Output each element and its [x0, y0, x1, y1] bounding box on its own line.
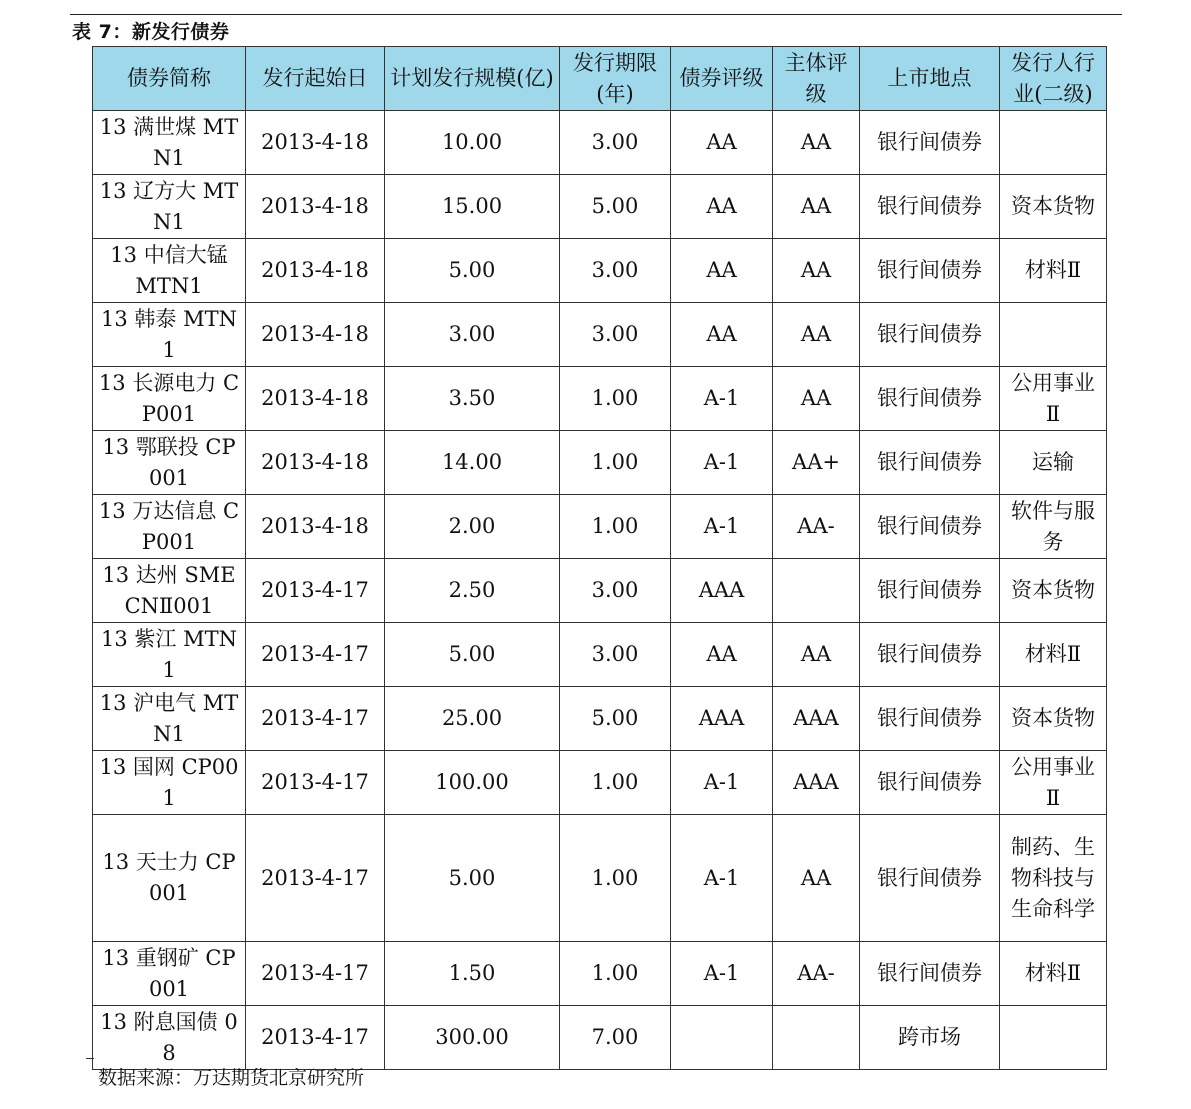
issue-date-cell: 2013-4-17 — [246, 687, 385, 751]
bond-name-cell: 13 附息国债 08 — [93, 1006, 246, 1070]
bond-rating-cell: AAA — [671, 687, 773, 751]
term-cell: 1.00 — [560, 495, 671, 559]
bond-rating-cell: AA — [671, 111, 773, 175]
term-cell: 3.00 — [560, 111, 671, 175]
bond-rating-cell — [671, 1006, 773, 1070]
issue-date-cell: 2013-4-18 — [246, 303, 385, 367]
header-term: 发行期限(年) — [560, 47, 671, 111]
issuer-industry-cell: 资本货物 — [1000, 687, 1107, 751]
term-cell: 3.00 — [560, 559, 671, 623]
header-bond-rating: 债券评级 — [671, 47, 773, 111]
issuer-industry-cell — [1000, 1006, 1107, 1070]
issue-date-cell: 2013-4-17 — [246, 1006, 385, 1070]
issuer-rating-cell: AAA — [773, 687, 860, 751]
listing-market-cell: 银行间债券 — [860, 559, 1000, 623]
listing-market-cell: 银行间债券 — [860, 111, 1000, 175]
issuer-industry-cell: 软件与服务 — [1000, 495, 1107, 559]
bond-rating-cell: AA — [671, 303, 773, 367]
issue-date-cell: 2013-4-18 — [246, 367, 385, 431]
table-row — [93, 495, 1107, 559]
table-row — [93, 1006, 1107, 1070]
header-planned-size: 计划发行规模(亿) — [385, 47, 560, 111]
listing-market-cell: 银行间债券 — [860, 239, 1000, 303]
issuer-industry-cell: 运输 — [1000, 431, 1107, 495]
bond-rating-cell: A-1 — [671, 431, 773, 495]
issuer-industry-cell — [1000, 303, 1107, 367]
planned-size-cell: 15.00 — [385, 175, 560, 239]
term-cell: 1.00 — [560, 367, 671, 431]
bond-rating-cell: A-1 — [671, 367, 773, 431]
issuer-rating-cell: AA — [773, 815, 860, 942]
issuer-industry-cell: 资本货物 — [1000, 559, 1107, 623]
table-row — [93, 367, 1107, 431]
listing-market-cell: 银行间债券 — [860, 815, 1000, 942]
term-cell: 1.00 — [560, 942, 671, 1006]
table-title: 表 7：新发行债券 — [72, 21, 230, 43]
planned-size-cell: 3.50 — [385, 367, 560, 431]
term-cell: 3.00 — [560, 623, 671, 687]
issuer-rating-cell: AA — [773, 367, 860, 431]
top-rule — [70, 14, 1122, 15]
planned-size-cell: 14.00 — [385, 431, 560, 495]
bond-rating-cell: A-1 — [671, 751, 773, 815]
planned-size-cell: 5.00 — [385, 623, 560, 687]
planned-size-cell: 10.00 — [385, 111, 560, 175]
issuer-industry-cell: 材料Ⅱ — [1000, 239, 1107, 303]
issuer-industry-cell: 公用事业Ⅱ — [1000, 751, 1107, 815]
issuer-rating-cell — [773, 559, 860, 623]
header-bond-name: 债券简称 — [93, 47, 246, 111]
issue-date-cell: 2013-4-17 — [246, 815, 385, 942]
bond-name-cell: 13 辽方大 MTN1 — [93, 175, 246, 239]
issuer-industry-cell — [1000, 111, 1107, 175]
bond-name-cell: 13 长源电力 CP001 — [93, 367, 246, 431]
bond-name-cell: 13 万达信息 CP001 — [93, 495, 246, 559]
listing-market-cell: 银行间债券 — [860, 687, 1000, 751]
listing-market-cell: 银行间债券 — [860, 623, 1000, 687]
issue-date-cell: 2013-4-17 — [246, 559, 385, 623]
bond-rating-cell: A-1 — [671, 942, 773, 1006]
table-row — [93, 431, 1107, 495]
issue-date-cell: 2013-4-18 — [246, 431, 385, 495]
bond-rating-cell: A-1 — [671, 815, 773, 942]
listing-market-cell: 跨市场 — [860, 1006, 1000, 1070]
issuer-rating-cell: AA+ — [773, 431, 860, 495]
table-row — [93, 559, 1107, 623]
planned-size-cell: 2.00 — [385, 495, 560, 559]
planned-size-cell: 5.00 — [385, 815, 560, 942]
bond-rating-cell: AA — [671, 175, 773, 239]
term-cell: 1.00 — [560, 431, 671, 495]
issuer-rating-cell: AA — [773, 175, 860, 239]
term-cell: 5.00 — [560, 175, 671, 239]
planned-size-cell: 2.50 — [385, 559, 560, 623]
header-row — [93, 47, 1107, 111]
issue-date-cell: 2013-4-18 — [246, 495, 385, 559]
table-row — [93, 239, 1107, 303]
planned-size-cell: 5.00 — [385, 239, 560, 303]
table-row — [93, 175, 1107, 239]
issue-date-cell: 2013-4-18 — [246, 175, 385, 239]
issuer-rating-cell: AA — [773, 239, 860, 303]
term-cell: 3.00 — [560, 303, 671, 367]
listing-market-cell: 银行间债券 — [860, 942, 1000, 1006]
planned-size-cell: 25.00 — [385, 687, 560, 751]
issue-date-cell: 2013-4-18 — [246, 239, 385, 303]
header-issuer-industry: 发行人行业(二级) — [1000, 47, 1107, 111]
bond-rating-cell: AA — [671, 239, 773, 303]
bond-name-cell: 13 重钢矿 CP001 — [93, 942, 246, 1006]
term-cell: 1.00 — [560, 815, 671, 942]
new-bonds-table — [92, 46, 1107, 1070]
table-row — [93, 623, 1107, 687]
planned-size-cell: 300.00 — [385, 1006, 560, 1070]
listing-market-cell: 银行间债券 — [860, 431, 1000, 495]
table-row — [93, 303, 1107, 367]
table-row — [93, 815, 1107, 942]
bond-name-cell: 13 沪电气 MTN1 — [93, 687, 246, 751]
issuer-industry-cell: 制药、生物科技与生命科学 — [1000, 815, 1107, 942]
term-cell: 7.00 — [560, 1006, 671, 1070]
bond-name-cell: 13 中信大锰 MTN1 — [93, 239, 246, 303]
issuer-industry-cell: 材料Ⅱ — [1000, 623, 1107, 687]
issue-date-cell: 2013-4-17 — [246, 623, 385, 687]
issuer-rating-cell: AAA — [773, 751, 860, 815]
bond-name-cell: 13 达州 SMECNⅡ001 — [93, 559, 246, 623]
term-cell: 3.00 — [560, 239, 671, 303]
issuer-rating-cell: AA — [773, 303, 860, 367]
planned-size-cell: 3.00 — [385, 303, 560, 367]
listing-market-cell: 银行间债券 — [860, 367, 1000, 431]
table-row — [93, 942, 1107, 1006]
header-listing-market: 上市地点 — [860, 47, 1000, 111]
issuer-industry-cell: 公用事业Ⅱ — [1000, 367, 1107, 431]
issuer-rating-cell: AA- — [773, 942, 860, 1006]
issue-date-cell: 2013-4-17 — [246, 942, 385, 1006]
bond-name-cell: 13 满世煤 MTN1 — [93, 111, 246, 175]
table-row — [93, 111, 1107, 175]
planned-size-cell: 100.00 — [385, 751, 560, 815]
bond-name-cell: 13 紫江 MTN1 — [93, 623, 246, 687]
header-issuer-rating: 主体评级 — [773, 47, 860, 111]
listing-market-cell: 银行间债券 — [860, 751, 1000, 815]
listing-market-cell: 银行间债券 — [860, 175, 1000, 239]
table-row — [93, 751, 1107, 815]
bond-name-cell: 13 鄂联投 CP001 — [93, 431, 246, 495]
issuer-rating-cell — [773, 1006, 860, 1070]
bond-name-cell: 13 国网 CP001 — [93, 751, 246, 815]
issuer-industry-cell: 资本货物 — [1000, 175, 1107, 239]
bond-rating-cell: A-1 — [671, 495, 773, 559]
source-note: 数据来源：万达期货北京研究所 — [98, 1067, 365, 1089]
issuer-rating-cell: AA — [773, 623, 860, 687]
issuer-industry-cell: 材料Ⅱ — [1000, 942, 1107, 1006]
table-row — [93, 687, 1107, 751]
bond-rating-cell: AA — [671, 623, 773, 687]
bond-name-cell: 13 天士力 CP001 — [93, 815, 246, 942]
issue-date-cell: 2013-4-17 — [246, 751, 385, 815]
bond-name-cell: 13 韩泰 MTN1 — [93, 303, 246, 367]
issue-date-cell: 2013-4-18 — [246, 111, 385, 175]
issuer-rating-cell: AA- — [773, 495, 860, 559]
listing-market-cell: 银行间债券 — [860, 303, 1000, 367]
issuer-rating-cell: AA — [773, 111, 860, 175]
listing-market-cell: 银行间债券 — [860, 495, 1000, 559]
term-cell: 5.00 — [560, 687, 671, 751]
term-cell: 1.00 — [560, 751, 671, 815]
header-issue-date: 发行起始日 — [246, 47, 385, 111]
planned-size-cell: 1.50 — [385, 942, 560, 1006]
table-bottom-stub — [86, 1058, 94, 1059]
bond-rating-cell: AAA — [671, 559, 773, 623]
